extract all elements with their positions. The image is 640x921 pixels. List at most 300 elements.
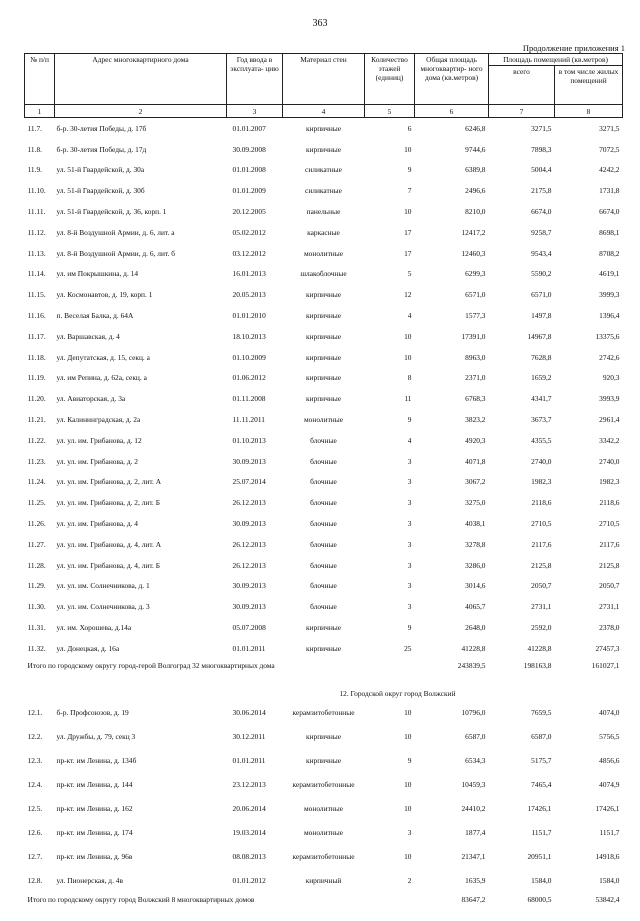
- floors-cell: 10: [404, 708, 412, 718]
- table-row: [25, 492, 623, 513]
- row-number: 12.7.: [27, 852, 43, 862]
- year-cell: 01.01.2009: [232, 186, 266, 196]
- living-area-cell: 2050,7: [599, 581, 620, 591]
- table-row: [25, 430, 623, 451]
- year-cell: 08.08.2013: [232, 852, 266, 862]
- total-area-cell: 24410,2: [461, 804, 486, 814]
- living-area-cell: 8708,2: [599, 248, 620, 258]
- floors-cell: 10: [404, 331, 412, 341]
- address-cell: б-р. 30-летия Победы, д. 17б: [56, 123, 147, 133]
- premises-area-cell: 9543,4: [531, 248, 552, 258]
- total-area-cell: 3278,8: [465, 539, 486, 549]
- year-cell: 30.09.2013: [232, 519, 266, 529]
- header-year: Год ввода в эксплуата- цию: [227, 54, 283, 105]
- floors-cell: 5: [407, 269, 412, 279]
- wall-material-cell: кирпичные: [305, 331, 342, 341]
- header-walls: Материал стен: [283, 54, 365, 105]
- year-cell: 18.10.2013: [232, 331, 266, 341]
- header-floors: Количество этажей (единиц): [365, 54, 415, 105]
- total-area-cell: 41228,8: [461, 643, 486, 653]
- wall-material-cell: блочные: [310, 519, 337, 529]
- row-number: 11.27.: [27, 539, 46, 549]
- table-row: [25, 638, 623, 659]
- premises-area-cell: 17426,1: [527, 804, 552, 814]
- premises-area-cell: 2740,0: [531, 456, 552, 466]
- wall-material-cell: шлакоблочные: [300, 269, 347, 279]
- premises-area-cell: 2592,0: [531, 623, 552, 633]
- year-cell: 11.11.2011: [232, 415, 265, 425]
- floors-cell: 9: [407, 415, 412, 425]
- header-living: в том числе жилых помещений: [555, 66, 623, 105]
- living-area-cell: 14918,6: [595, 852, 620, 862]
- year-cell: 30.06.2014: [232, 708, 266, 718]
- row-number: 11.12.: [27, 227, 46, 237]
- table-row: [25, 388, 623, 409]
- wall-material-cell: блочные: [310, 581, 337, 591]
- total-label: Итого по городскому округу город-герой Волгоград 32 многоквартирных дома: [27, 660, 275, 670]
- table-row: [25, 555, 623, 576]
- living-area-cell: 8698,1: [599, 227, 620, 237]
- floors-cell: 4: [407, 311, 412, 321]
- total-area-cell: 6389,8: [465, 165, 486, 175]
- row-number: 11.15.: [27, 290, 46, 300]
- address-cell: ул. ул. им. Грибанова, д. 4, лит. А: [56, 539, 162, 549]
- header-num: № п/п: [25, 54, 55, 105]
- table-row: [25, 701, 623, 725]
- floors-cell: 10: [404, 804, 412, 814]
- row-number: 12.8.: [27, 876, 43, 886]
- floors-cell: 17: [404, 227, 412, 237]
- row-number: 12.6.: [27, 828, 43, 838]
- premises-area-cell: 7659,5: [531, 708, 552, 718]
- table-row: [25, 845, 623, 869]
- table-row: [25, 869, 623, 893]
- total-area-cell: 6246,8: [465, 123, 486, 133]
- wall-material-cell: кирпичные: [305, 623, 342, 633]
- wall-material-cell: блочные: [310, 560, 337, 570]
- premises-area-cell: 41228,8: [527, 643, 552, 653]
- floors-cell: 10: [404, 780, 412, 790]
- floors-cell: 3: [407, 477, 412, 487]
- total-area-cell: 4920,3: [465, 435, 486, 445]
- year-cell: 30.12.2011: [232, 732, 266, 742]
- table-row: [25, 201, 623, 222]
- floors-cell: 10: [404, 732, 412, 742]
- row-number: 11.9.: [27, 165, 43, 175]
- premises-area-cell: 5175,7: [531, 756, 552, 766]
- total-area-cell: 4071,8: [465, 456, 486, 466]
- year-cell: 01.01.2010: [232, 311, 266, 321]
- row-number: 12.1.: [27, 708, 43, 718]
- total-area-cell: 6299,3: [465, 269, 486, 279]
- year-cell: 03.12.2012: [232, 248, 266, 258]
- wall-material-cell: блочные: [310, 456, 337, 466]
- address-cell: ул. им. Хорошева, д.14а: [56, 623, 132, 633]
- total-area-cell: 21347,1: [461, 852, 486, 862]
- address-cell: ул. ул. им. Грибанова, д. 4: [56, 519, 139, 529]
- living-area-cell: 4619,1: [599, 269, 620, 279]
- living-area-cell: 13375,6: [595, 331, 620, 341]
- total-area-sum: 243839,5: [457, 660, 486, 670]
- premises-area-cell: 7465,4: [531, 780, 552, 790]
- living-area-cell: 2731,1: [599, 602, 620, 612]
- row-number: 11.21.: [27, 415, 46, 425]
- premises-area-cell: 3673,7: [531, 415, 552, 425]
- total-area-cell: 3067,2: [465, 477, 486, 487]
- table-row: [25, 160, 623, 181]
- wall-material-cell: блочные: [310, 435, 337, 445]
- total-living-sum: 53842,4: [595, 894, 620, 904]
- address-cell: ул. ул. им. Солнечникова, д. 1: [56, 581, 150, 591]
- row-number: 11.7.: [27, 123, 43, 133]
- wall-material-cell: каркасные: [307, 227, 340, 237]
- total-area-cell: 12417,2: [461, 227, 486, 237]
- wall-material-cell: керамзитобетонные: [292, 780, 355, 790]
- living-area-cell: 1151,7: [599, 828, 620, 838]
- row-number: 11.22.: [27, 435, 46, 445]
- living-area-cell: 3999,3: [599, 290, 620, 300]
- address-cell: ул. Депутатская, д. 15, секц. а: [56, 352, 150, 362]
- address-cell: ул. ул. им. Грибанова, д. 4, лит. Б: [56, 560, 160, 570]
- row-number: 11.10.: [27, 186, 46, 196]
- continuation-note: Продолжение приложения 1: [522, 43, 625, 53]
- year-cell: 01.01.2011: [232, 756, 266, 766]
- row-number: 11.11.: [27, 207, 46, 217]
- total-area-sum: 83647,2: [461, 894, 486, 904]
- floors-cell: 3: [407, 539, 412, 549]
- living-area-cell: 5756,5: [599, 732, 620, 742]
- floors-cell: 11: [404, 394, 412, 404]
- living-area-cell: 2117,6: [599, 539, 620, 549]
- row-number: 11.14.: [27, 269, 46, 279]
- living-area-cell: 4856,6: [599, 756, 620, 766]
- address-cell: ул. ул. им. Грибанова, д. 2, лит. А: [56, 477, 162, 487]
- col-number: 7: [489, 105, 555, 118]
- wall-material-cell: монолитные: [304, 828, 343, 838]
- wall-material-cell: кирпичные: [305, 311, 342, 321]
- header-premises-area: Площадь помещений (кв.метров): [489, 54, 623, 66]
- floors-cell: 6: [407, 123, 412, 133]
- year-cell: 16.01.2013: [232, 269, 266, 279]
- table-row: [25, 222, 623, 243]
- wall-material-cell: блочные: [310, 602, 337, 612]
- total-area-cell: 6768,3: [465, 394, 486, 404]
- table-row: [25, 243, 623, 264]
- address-cell: ул. Пионерская, д. 4в: [56, 876, 123, 886]
- table-row: [25, 368, 623, 389]
- year-cell: 01.01.2012: [232, 876, 266, 886]
- floors-cell: 4: [407, 435, 412, 445]
- table-row: [25, 513, 623, 534]
- living-area-cell: 1396,4: [599, 311, 620, 321]
- total-area-cell: 10459,3: [461, 780, 486, 790]
- address-cell: ул. ул. им. Солнечникова, д. 3: [56, 602, 150, 612]
- wall-material-cell: кирпичные: [305, 123, 342, 133]
- total-area-cell: 1877,4: [465, 828, 486, 838]
- wall-material-cell: кирпичные: [305, 756, 342, 766]
- address-cell: ул. 51-й Гвардейской, д. 36, корп. 1: [56, 207, 167, 217]
- col-number: 6: [415, 105, 489, 118]
- section-12-total-group: [25, 893, 623, 921]
- row-number: 11.28.: [27, 560, 46, 570]
- floors-cell: 17: [404, 248, 412, 258]
- premises-area-cell: 2125,8: [531, 560, 552, 570]
- address-cell: ул. Космонавтов, д. 19, корп. 1: [56, 290, 153, 300]
- total-area-cell: 2371,0: [465, 373, 486, 383]
- living-area-cell: 3271,5: [599, 123, 620, 133]
- col-number: 8: [555, 105, 623, 118]
- table-row: [25, 534, 623, 555]
- total-area-cell: 10796,0: [461, 708, 486, 718]
- living-area-cell: 17426,1: [595, 804, 620, 814]
- wall-material-cell: керамзитобетонные: [292, 852, 355, 862]
- premises-area-cell: 1584,0: [531, 876, 552, 886]
- col-number: 1: [25, 105, 55, 118]
- wall-material-cell: блочные: [310, 539, 337, 549]
- year-cell: 19.03.2014: [232, 828, 266, 838]
- living-area-cell: 1731,8: [599, 186, 620, 196]
- address-cell: ул. ул. им. Грибанова, д. 2: [56, 456, 139, 466]
- floors-cell: 9: [407, 165, 412, 175]
- premises-area-cell: 4341,7: [531, 394, 552, 404]
- floors-cell: 2: [407, 876, 412, 886]
- row-number: 11.18.: [27, 352, 46, 362]
- premises-area-cell: 2710,5: [531, 519, 552, 529]
- premises-area-cell: 1151,7: [531, 828, 552, 838]
- floors-cell: 3: [407, 519, 412, 529]
- address-cell: ул. 8-й Воздушной Армии, д. 6, лит. б: [56, 248, 176, 258]
- floors-cell: 25: [404, 643, 412, 653]
- floors-cell: 3: [407, 560, 412, 570]
- total-area-cell: 17391,0: [461, 331, 486, 341]
- wall-material-cell: монолитные: [304, 804, 343, 814]
- row-number: 11.20.: [27, 394, 46, 404]
- total-area-cell: 6571,0: [465, 290, 486, 300]
- total-area-cell: 4065,7: [465, 602, 486, 612]
- living-area-cell: 2378,0: [599, 623, 620, 633]
- table-row: [25, 821, 623, 845]
- living-area-cell: 920,3: [602, 373, 620, 383]
- wall-material-cell: кирпичные: [305, 352, 342, 362]
- total-area-cell: 3823,2: [465, 415, 486, 425]
- section-12-rows: [25, 701, 623, 893]
- address-cell: ул. Донецкая, д. 16а: [56, 643, 120, 653]
- living-area-cell: 4242,2: [599, 165, 620, 175]
- year-cell: 01.01.2007: [232, 123, 266, 133]
- table-row: [25, 797, 623, 821]
- floors-cell: 3: [407, 602, 412, 612]
- address-cell: ул. им Репина, д. 62а, секц. а: [56, 373, 147, 383]
- table-row: [25, 284, 623, 305]
- living-area-cell: 3993,9: [599, 394, 620, 404]
- living-area-cell: 4074,0: [599, 708, 620, 718]
- row-number: 12.4.: [27, 780, 43, 790]
- wall-material-cell: кирпичный: [305, 876, 342, 886]
- premises-area-cell: 5004,4: [531, 165, 552, 175]
- total-label: Итого по городскому округу город Волжский 8 многоквартирных домов: [27, 894, 255, 904]
- year-cell: 01.01.2008: [232, 165, 266, 175]
- address-cell: пр-кт. им Ленина, д. 96в: [56, 852, 133, 862]
- table-row: [25, 347, 623, 368]
- total-area-cell: 3014,6: [465, 581, 486, 591]
- year-cell: 01.11.2008: [232, 394, 266, 404]
- wall-material-cell: монолитные: [304, 248, 343, 258]
- row-number: 11.26.: [27, 519, 46, 529]
- address-cell: пр-кт. им Ленина, д. 134б: [56, 756, 137, 766]
- table-row: [25, 576, 623, 597]
- living-area-cell: 2125,8: [599, 560, 620, 570]
- floors-cell: 12: [404, 290, 412, 300]
- year-cell: 26.12.2013: [232, 539, 266, 549]
- wall-material-cell: силикатные: [305, 165, 342, 175]
- year-cell: 01.10.2009: [232, 352, 266, 362]
- premises-area-cell: 1982,3: [531, 477, 552, 487]
- wall-material-cell: кирпичные: [305, 732, 342, 742]
- table-row: [25, 264, 623, 285]
- year-cell: 30.09.2013: [232, 456, 266, 466]
- floors-cell: 3: [407, 828, 412, 838]
- premises-area-cell: 2118,6: [531, 498, 552, 508]
- wall-material-cell: кирпичные: [305, 290, 342, 300]
- row-number: 11.19.: [27, 373, 46, 383]
- col-number: 3: [227, 105, 283, 118]
- year-cell: 23.12.2013: [232, 780, 266, 790]
- row-number: 11.24.: [27, 477, 46, 487]
- total-area-cell: 6587,0: [465, 732, 486, 742]
- premises-area-cell: 20951,1: [527, 852, 552, 862]
- premises-area-cell: 2050,7: [531, 581, 552, 591]
- year-cell: 20.12.2005: [232, 207, 266, 217]
- table-row: [25, 617, 623, 638]
- total-living-sum: 161027,1: [591, 660, 620, 670]
- year-cell: 01.10.2013: [232, 435, 266, 445]
- row-number: 11.13.: [27, 248, 46, 258]
- premises-area-cell: 5590,2: [531, 269, 552, 279]
- address-cell: ул. 8-й Воздушной Армии, д. 6, лит. а: [56, 227, 175, 237]
- floors-cell: 7: [407, 186, 412, 196]
- wall-material-cell: силикатные: [305, 186, 342, 196]
- floors-cell: 10: [404, 144, 412, 154]
- year-cell: 26.12.2013: [232, 560, 266, 570]
- year-cell: 30.09.2008: [232, 144, 266, 154]
- premises-area-cell: 2117,6: [531, 539, 552, 549]
- row-number: 11.23.: [27, 456, 46, 466]
- wall-material-cell: кирпичные: [305, 394, 342, 404]
- living-area-cell: 4074,9: [599, 780, 620, 790]
- table-row: [25, 409, 623, 430]
- total-area-cell: 2496,6: [465, 186, 486, 196]
- living-area-cell: 2740,0: [599, 456, 620, 466]
- living-area-cell: 3342,2: [599, 435, 620, 445]
- premises-area-cell: 14967,8: [527, 331, 552, 341]
- address-cell: п. Веселая Балка, д. 64А: [56, 311, 134, 321]
- section-11-total: [25, 659, 623, 687]
- year-cell: 05.07.2008: [232, 623, 266, 633]
- living-area-cell: 2710,5: [599, 519, 620, 529]
- premises-area-cell: 1659,2: [531, 373, 552, 383]
- total-area-cell: 12460,3: [461, 248, 486, 258]
- year-cell: 30.09.2013: [232, 602, 266, 612]
- premises-area-cell: 6587,0: [531, 732, 552, 742]
- floors-cell: 3: [407, 498, 412, 508]
- wall-material-cell: панельные: [306, 207, 341, 217]
- living-area-cell: 27457,3: [595, 643, 620, 653]
- row-number: 11.29.: [27, 581, 46, 591]
- address-cell: ул. 51-й Гвардейской, д. 30а: [56, 165, 145, 175]
- section-11-total-group: [25, 659, 623, 701]
- col-number: 2: [55, 105, 227, 118]
- address-cell: ул. Дружбы, д. 79, секц 3: [56, 732, 136, 742]
- floors-cell: 10: [404, 352, 412, 362]
- living-area-cell: 2961,4: [599, 415, 620, 425]
- section-12-title: 12. Городской округ город Волжский: [339, 689, 456, 699]
- wall-material-cell: монолитные: [304, 415, 343, 425]
- table-row: [25, 180, 623, 201]
- header-all: всего: [489, 66, 555, 105]
- wall-material-cell: кирпичные: [305, 373, 342, 383]
- premises-area-cell: 3271,5: [531, 123, 552, 133]
- col-number: 4: [283, 105, 365, 118]
- total-area-cell: 1635,9: [465, 876, 486, 886]
- total-area-cell: 1577,3: [465, 311, 486, 321]
- table-row: [25, 749, 623, 773]
- address-cell: ул. Калининградская, д. 2а: [56, 415, 141, 425]
- table-row: [25, 596, 623, 617]
- wall-material-cell: блочные: [310, 498, 337, 508]
- header-total-area: Общая площадь многоквартир- ного дома (кв.метров): [415, 54, 489, 105]
- total-all-sum: 68000,5: [527, 894, 552, 904]
- living-area-cell: 1982,3: [599, 477, 620, 487]
- address-cell: ул. ул. им. Грибанова, д. 12: [56, 435, 142, 445]
- year-cell: 25.07.2014: [232, 477, 266, 487]
- row-number: 11.8.: [27, 144, 43, 154]
- year-cell: 26.12.2013: [232, 498, 266, 508]
- total-area-cell: 9744,6: [465, 144, 486, 154]
- year-cell: 05.02.2012: [232, 227, 266, 237]
- address-cell: ул. 51-й Гвардейской, д. 30б: [56, 186, 145, 196]
- premises-area-cell: 2731,1: [531, 602, 552, 612]
- row-number: 11.31.: [27, 623, 46, 633]
- total-all-sum: 198163,8: [523, 660, 552, 670]
- row-number: 11.17.: [27, 331, 46, 341]
- floors-cell: 3: [407, 581, 412, 591]
- premises-area-cell: 6674,0: [531, 207, 552, 217]
- address-cell: пр-кт. им Ленина, д. 174: [56, 828, 133, 838]
- floors-cell: 8: [407, 373, 412, 383]
- floors-cell: 10: [404, 852, 412, 862]
- living-area-cell: 1584,0: [599, 876, 620, 886]
- year-cell: 20.05.2013: [232, 290, 266, 300]
- address-cell: б-р. 30-летия Победы, д. 17д: [56, 144, 147, 154]
- table-row: [25, 326, 623, 347]
- section-12-total: [25, 893, 623, 921]
- living-area-cell: 7072,5: [599, 144, 620, 154]
- wall-material-cell: кирпичные: [305, 643, 342, 653]
- row-number: 12.2.: [27, 732, 43, 742]
- row-number: 11.16.: [27, 311, 46, 321]
- address-cell: пр-кт. им Ленина, д. 162: [56, 804, 133, 814]
- year-cell: 20.06.2014: [232, 804, 266, 814]
- housing-table: [24, 53, 623, 921]
- wall-material-cell: блочные: [310, 477, 337, 487]
- table-row: [25, 139, 623, 160]
- premises-area-cell: 6571,0: [531, 290, 552, 300]
- page-number: 363: [312, 18, 328, 29]
- row-number: 11.25.: [27, 498, 46, 508]
- table-row: [25, 118, 623, 139]
- wall-material-cell: кирпичные: [305, 144, 342, 154]
- total-area-cell: 3275,0: [465, 498, 486, 508]
